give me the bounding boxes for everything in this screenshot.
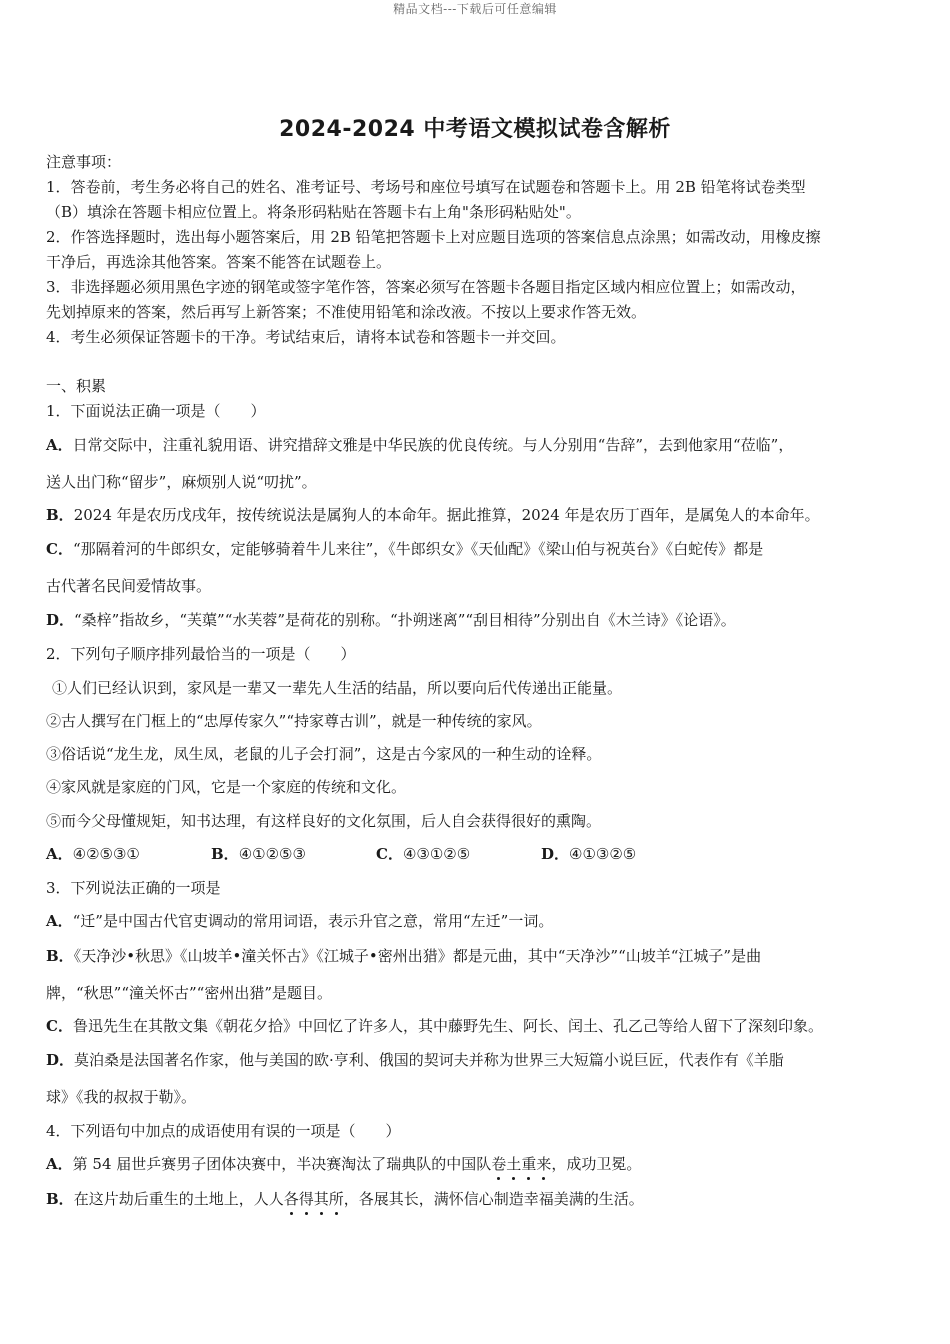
option-label: B． (46, 506, 74, 524)
option-text: 2024 年是农历戊戌年，按传统说法是属狗人的本命年。据此推算，2024 年是农历丁酉年，是属兔人的本命年。 (73, 506, 820, 524)
option-text: 《天净沙•秋思》《山坡羊•潼关怀古》《江城子•密州出猎》都是元曲，其中“天净沙”“山坡羊“江城子”是曲 (73, 947, 762, 965)
emphasized-char: 各 (283, 1190, 299, 1208)
q4-option-b (46, 1189, 908, 1209)
section-heading: 一、积累 (46, 377, 107, 395)
notice-line: 干净后，再选涂其他答案。答案不能答在试题卷上。 (46, 253, 392, 271)
notice-line: 1．答卷前，考生务必将自己的姓名、准考证号、考场号和座位号填写在试题卷和答题卡上。用 2B 铅笔将试卷类型 (46, 178, 806, 196)
option-label: A． (46, 436, 73, 454)
q3-option-d-cont: 球》《我的叔叔于勒》。 (46, 1088, 197, 1106)
question-1-stem: 1．下面说法正确一项是（ ） (46, 402, 266, 420)
q2-sentence: ②古人撰写在门框上的“忠厚传家久”“持家尊古训”，就是一种传统的家风。 (46, 712, 542, 730)
emphasized-char: 土 (506, 1155, 522, 1173)
notice-line: （B）填涂在答题卡相应位置上。将条形码粘贴在答题卡右上角"条形码粘贴处"。 (46, 203, 581, 221)
q1-option-c (46, 539, 908, 559)
option-text: ，各展其长，满怀信心制造幸福美满的生活。 (343, 1190, 644, 1208)
q1-option-a (46, 435, 908, 455)
q2-choice-b (211, 844, 376, 864)
emphasized-char: 来 (536, 1155, 552, 1173)
option-label: B． (46, 947, 74, 965)
option-text: ④①②⑤③ (238, 845, 306, 863)
q2-sentence: ④家风就是家庭的门风，它是一个家庭的传统和文化。 (46, 778, 407, 796)
q2-sentence: ①人们已经认识到，家风是一辈又一辈先人生活的结晶，所以要向后代传递出正能量。 (52, 679, 623, 697)
emphasized-char: 重 (521, 1155, 537, 1173)
option-label: A． (46, 1155, 73, 1173)
q2-choice-d (541, 844, 706, 864)
emphasized-char: 其 (313, 1190, 329, 1208)
option-label: B． (46, 1190, 74, 1208)
notice-line: 4．考生必须保证答题卡的干净。考试结束后，请将本试卷和答题卡一并交回。 (46, 328, 566, 346)
option-text: ④③①②⑤ (402, 845, 471, 863)
option-text: “那隔着河的牛郎织女，定能够骑着牛儿来往”，《牛郎织女》《天仙配》《梁山伯与祝英台》《白蛇传》都是 (72, 540, 764, 558)
question-4-stem: 4．下列语句中加点的成语使用有误的一项是（ ） (46, 1122, 401, 1140)
page-title: 2024-2024 中考语文模拟试卷含解析 (279, 117, 671, 142)
q3-option-b-cont: 牌，“秋思”“潼关怀古”“密州出猎”是题目。 (46, 984, 333, 1002)
q2-choice-a (46, 844, 211, 864)
option-text: ④②⑤③① (72, 845, 140, 863)
q3-option-a (46, 911, 908, 931)
option-label: C． (46, 1017, 73, 1035)
q2-choice-c (376, 844, 541, 864)
option-text: ④①③②⑤ (569, 845, 637, 863)
option-text: ，成功卫冕。 (551, 1155, 642, 1173)
option-label: D． (541, 845, 570, 863)
notice-line: 先划掉原来的答案，然后再写上新答案；不准使用铅笔和涂改液。不按以上要求作答无效。 (46, 303, 647, 321)
q1-option-b (46, 505, 908, 525)
option-text: “桑梓”指故乡，“芙蕖”“水芙蓉”是荷花的别称。“扑朔迷离”“刮目相待”分别出自《木兰诗》《论语》。 (74, 611, 736, 629)
notice-heading: 注意事项： (46, 153, 122, 171)
option-text: 第 54 届世乒赛男子团体决赛中，半决赛淘汰了瑞典队的中国队 (72, 1155, 492, 1173)
option-label: C． (376, 845, 403, 863)
q1-option-a-cont: 送人出门称“留步”，麻烦别人说“叨扰”。 (46, 473, 317, 491)
option-text: 在这片劫后重生的土地上，人人 (73, 1190, 284, 1208)
q3-option-d (46, 1050, 908, 1070)
q1-option-c-cont: 古代著名民间爱情故事。 (46, 577, 212, 595)
option-label: D． (46, 1051, 75, 1069)
q3-option-b (46, 946, 908, 966)
notice-line: 3．非选择题必须用黑色字迹的钢笔或签字笔作答，答案必须写在答题卡各题目指定区域内相应位置上；如需改动， (46, 278, 806, 296)
option-label: C． (46, 540, 73, 558)
q4-option-a (46, 1154, 908, 1174)
page-header-note: 精品文档---下载后可任意编辑 (393, 2, 557, 16)
q3-option-c (46, 1016, 908, 1036)
option-text: “迁”是中国古代官吏调动的常用词语，表示升官之意，常用“左迁”一词。 (72, 912, 554, 930)
emphasized-char: 得 (298, 1190, 314, 1208)
emphasized-char: 卷 (491, 1155, 507, 1173)
option-label: A． (46, 912, 73, 930)
option-text: 鲁迅先生在其散文集《朝花夕拾》中回忆了许多人，其中藤野先生、阿长、闰土、孔乙己等给人留下了深刻印象。 (72, 1017, 823, 1035)
notice-line: 2．作答选择题时，选出每小题答案后，用 2B 铅笔把答题卡上对应题目选项的答案信息点涂黑；如需改动，用橡皮擦 (46, 228, 821, 246)
q2-sentence: ③俗话说“龙生龙，凤生凤，老鼠的儿子会打洞”，这是古今家风的一种生动的诠释。 (46, 745, 602, 763)
option-label: B． (211, 845, 239, 863)
q2-sentence: ⑤而今父母懂规矩，知书达理，有这样良好的文化氛围，后人自会获得很好的熏陶。 (46, 812, 602, 830)
question-3-stem: 3．下列说法正确的一项是 (46, 879, 221, 897)
option-text: 日常交际中，注重礼貌用语、讲究措辞文雅是中华民族的优良传统。与人分别用“告辞”，去到他家用“莅临”， (72, 436, 794, 454)
option-text: 莫泊桑是法国著名作家，他与美国的欧·亨利、俄国的契诃夫并称为世界三大短篇小说巨匠，代表作有《羊脂 (74, 1051, 784, 1069)
option-label: D． (46, 611, 75, 629)
option-label: A． (46, 845, 73, 863)
q2-choices (46, 844, 908, 864)
emphasized-char: 所 (328, 1190, 344, 1208)
question-2-stem: 2．下列句子顺序排列最恰当的一项是（ ） (46, 645, 356, 663)
q1-option-d (46, 610, 908, 630)
